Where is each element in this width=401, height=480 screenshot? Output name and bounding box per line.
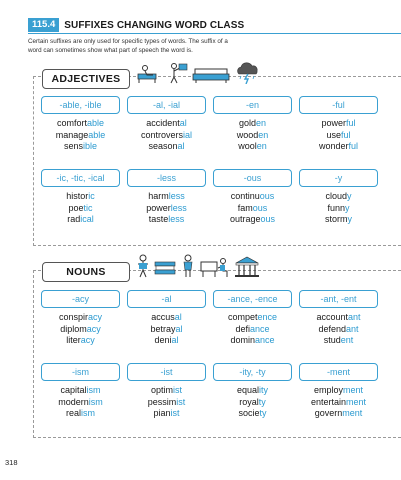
example-word [127, 408, 206, 420]
example-word [41, 118, 120, 130]
word-stem: pessim [147, 396, 177, 407]
suffix-heading: -y [299, 169, 378, 187]
word-suffix: en [258, 129, 269, 140]
example-word [299, 408, 378, 420]
header-rule [28, 33, 401, 34]
comfortable-armchair-icon [136, 64, 162, 84]
word-stem: funn [327, 202, 346, 213]
word-suffix: ment [343, 385, 364, 395]
word-stem: accus [151, 312, 175, 322]
example-words [299, 385, 378, 420]
word-suffix: ism [81, 408, 95, 418]
word-stem: socie [238, 408, 260, 418]
example-word [299, 324, 378, 336]
word-stem: liter [66, 335, 81, 345]
word-suffix: ance [254, 335, 275, 345]
suffix-group [41, 169, 120, 235]
adjectives-label: ADJECTIVES [42, 69, 130, 89]
suffix-heading: -ous [213, 169, 292, 187]
word-stem: controvers [140, 129, 183, 140]
word-suffix: ful [346, 118, 356, 128]
word-suffix: en [256, 118, 267, 128]
example-word [41, 385, 120, 397]
word-suffix: ous [252, 202, 268, 213]
adjectives-grid [41, 96, 378, 235]
example-words [127, 191, 206, 226]
suffix-heading: -ism [41, 363, 120, 381]
word-suffix: ent [340, 335, 354, 345]
word-suffix: al [175, 323, 183, 334]
word-stem: taste [148, 214, 169, 224]
word-stem: employ [313, 385, 343, 395]
word-suffix: acy [88, 312, 103, 322]
word-suffix: ible [83, 141, 98, 151]
word-suffix: ant [348, 312, 361, 322]
example-word [299, 335, 378, 347]
word-suffix: less [168, 214, 185, 224]
example-word [41, 408, 120, 420]
word-suffix: ity [259, 385, 269, 395]
word-stem: gold [238, 118, 256, 128]
word-stem: power [321, 118, 346, 128]
example-word [213, 141, 292, 153]
word-suffix: ous [259, 191, 275, 201]
word-suffix: able [88, 129, 106, 140]
government-building-icon [234, 256, 260, 278]
suffix-heading: -en [213, 96, 292, 114]
word-suffix: ical [80, 214, 94, 224]
nouns-label: NOUNS [42, 262, 130, 282]
intro-text: Certain suffixes are only used for specific types of words. The suffix of a word can sometimes show what part of speech the word is. [28, 38, 228, 54]
word-suffix: ism [86, 385, 101, 395]
example-words [127, 385, 206, 420]
word-stem: stud [323, 335, 341, 345]
example-words [41, 191, 120, 226]
example-word [299, 141, 378, 153]
suffix-group [213, 96, 292, 162]
section-number-badge: 115.4 [28, 18, 59, 32]
example-word [299, 312, 378, 324]
word-stem: pian [153, 408, 171, 418]
word-suffix: en [256, 141, 267, 151]
storm-cloud-icon [234, 62, 262, 84]
example-word [213, 385, 292, 397]
word-suffix: al [179, 118, 187, 128]
suffix-heading: -al, -ial [127, 96, 206, 114]
suffix-group [127, 169, 206, 235]
word-stem: account [316, 312, 348, 322]
word-suffix: acy [80, 335, 95, 345]
word-suffix: al [174, 312, 182, 322]
suffix-heading: -ic, -tic, -ical [41, 169, 120, 187]
nouns-illustrations [136, 256, 260, 278]
word-suffix: ous [260, 214, 276, 224]
suffix-heading: -acy [41, 290, 120, 308]
word-stem: modern [58, 396, 89, 407]
example-word [41, 141, 120, 153]
example-word [127, 397, 206, 409]
example-words [213, 385, 292, 420]
example-words [127, 118, 206, 153]
word-suffix: ment [342, 408, 363, 418]
example-word [299, 118, 378, 130]
example-word [213, 130, 292, 142]
suffix-heading: -able, -ible [41, 96, 120, 114]
word-stem: poe [68, 202, 84, 213]
example-word [299, 214, 378, 226]
example-words [299, 118, 378, 153]
word-suffix: ance [249, 323, 270, 334]
word-stem: harm [148, 191, 169, 201]
section-title: SUFFIXES CHANGING WORD CLASS [64, 19, 245, 31]
word-stem: power [146, 202, 171, 213]
example-word [127, 214, 206, 226]
word-stem: defi [235, 323, 250, 334]
example-word [299, 385, 378, 397]
example-words [213, 312, 292, 347]
example-word [213, 191, 292, 203]
example-word [41, 191, 120, 203]
word-suffix: y [347, 214, 352, 224]
suffix-heading: -less [127, 169, 206, 187]
suffix-group [127, 363, 206, 429]
word-suffix: ist [170, 408, 180, 418]
example-word [41, 397, 120, 409]
suffix-group [41, 363, 120, 429]
example-word [213, 214, 292, 226]
suffix-group [213, 363, 292, 429]
example-words [213, 191, 292, 226]
example-word [127, 324, 206, 336]
example-word [213, 118, 292, 130]
example-word [41, 312, 120, 324]
word-suffix: al [171, 335, 179, 345]
page-number: 318 [5, 458, 18, 467]
word-suffix: y [345, 202, 350, 213]
word-stem: manage [55, 129, 89, 140]
suffix-group [41, 96, 120, 162]
word-stem: optim [150, 385, 173, 395]
person-icon [136, 254, 150, 278]
suffix-heading: -ity, -ty [213, 363, 292, 381]
example-word [213, 397, 292, 409]
example-word [41, 214, 120, 226]
word-stem: deni [154, 335, 172, 345]
suffix-group [127, 96, 206, 162]
example-words [213, 118, 292, 153]
word-suffix: tic [83, 202, 93, 213]
example-word [299, 203, 378, 215]
word-stem: diplom [60, 323, 87, 334]
suffix-heading: -ful [299, 96, 378, 114]
word-suffix: ful [341, 129, 351, 140]
nouns-grid [41, 290, 378, 429]
word-stem: accident [146, 118, 180, 128]
word-suffix: ty [259, 408, 267, 418]
example-word [299, 130, 378, 142]
word-suffix: y [347, 191, 352, 201]
example-words [299, 312, 378, 347]
example-word [213, 335, 292, 347]
word-suffix: ist [176, 396, 186, 407]
example-word [127, 118, 206, 130]
suffix-heading: -ist [127, 363, 206, 381]
word-suffix: ant [346, 323, 359, 334]
example-word [213, 408, 292, 420]
word-stem: entertain [310, 396, 346, 407]
example-word [127, 191, 206, 203]
word-stem: season [148, 141, 178, 151]
word-suffix: al [177, 141, 185, 151]
example-word [127, 312, 206, 324]
word-stem: equal [236, 385, 260, 395]
word-stem: fam [237, 202, 253, 213]
example-word [41, 203, 120, 215]
suffix-group [213, 169, 292, 235]
word-suffix: ty [258, 396, 266, 407]
example-word [127, 141, 206, 153]
word-stem: compet [227, 312, 258, 322]
word-suffix: ist [173, 385, 182, 395]
word-stem: outrage [229, 214, 261, 224]
example-word [213, 312, 292, 324]
word-suffix: less [170, 202, 187, 213]
suffix-heading: -ant, -ent [299, 290, 378, 308]
word-stem: wood [236, 129, 259, 140]
word-stem: rad [67, 214, 81, 224]
word-stem: wonder [318, 141, 349, 151]
word-stem: conspir [58, 312, 88, 322]
word-suffix: ic [88, 191, 95, 201]
example-word [41, 335, 120, 347]
word-stem: use [326, 129, 341, 140]
suffix-group [127, 290, 206, 356]
word-suffix: ism [88, 396, 103, 407]
example-word [127, 203, 206, 215]
example-words [299, 191, 378, 226]
word-stem: cloud [325, 191, 347, 201]
word-stem: royal [239, 396, 259, 407]
word-stem: wool [238, 141, 257, 151]
word-suffix: ial [183, 129, 193, 140]
adjectives-illustrations [136, 62, 262, 84]
example-words [41, 385, 120, 420]
word-stem: sens [63, 141, 83, 151]
sofa-icon [192, 66, 230, 84]
piano-player-icon [200, 256, 230, 278]
suffix-group [299, 169, 378, 235]
suffix-group [299, 363, 378, 429]
example-word [41, 130, 120, 142]
word-suffix: acy [86, 323, 101, 334]
example-words [41, 118, 120, 153]
word-suffix: ful [348, 141, 359, 151]
example-word [127, 385, 206, 397]
example-word [127, 130, 206, 142]
word-stem: histor [66, 191, 89, 201]
example-words [41, 312, 120, 347]
suffix-heading: -ment [299, 363, 378, 381]
example-word [299, 397, 378, 409]
books-icon [154, 258, 176, 278]
example-words [127, 312, 206, 347]
example-word [127, 335, 206, 347]
word-stem: betray [150, 323, 176, 334]
word-suffix: able [87, 118, 105, 128]
suffix-heading: -al [127, 290, 206, 308]
standing-person-icon [180, 254, 196, 278]
word-suffix: ence [257, 312, 278, 322]
word-stem: capital [60, 385, 87, 395]
suffix-group [299, 290, 378, 356]
example-word [299, 191, 378, 203]
word-stem: real [65, 408, 81, 418]
suffix-heading: -ance, -ence [213, 290, 292, 308]
example-word [213, 203, 292, 215]
suffix-group [299, 96, 378, 162]
word-stem: comfort [56, 118, 87, 128]
word-stem: govern [314, 408, 343, 418]
example-word [213, 324, 292, 336]
word-stem: defend [318, 323, 346, 334]
suffix-group [213, 290, 292, 356]
word-suffix: less [168, 191, 185, 201]
word-suffix: ment [346, 396, 367, 407]
section-header [28, 18, 244, 32]
word-stem: domin [230, 335, 255, 345]
word-stem: storm [325, 214, 348, 224]
person-with-sign-icon [166, 62, 188, 84]
word-stem: continu [230, 191, 260, 201]
suffix-group [41, 290, 120, 356]
example-word [41, 324, 120, 336]
